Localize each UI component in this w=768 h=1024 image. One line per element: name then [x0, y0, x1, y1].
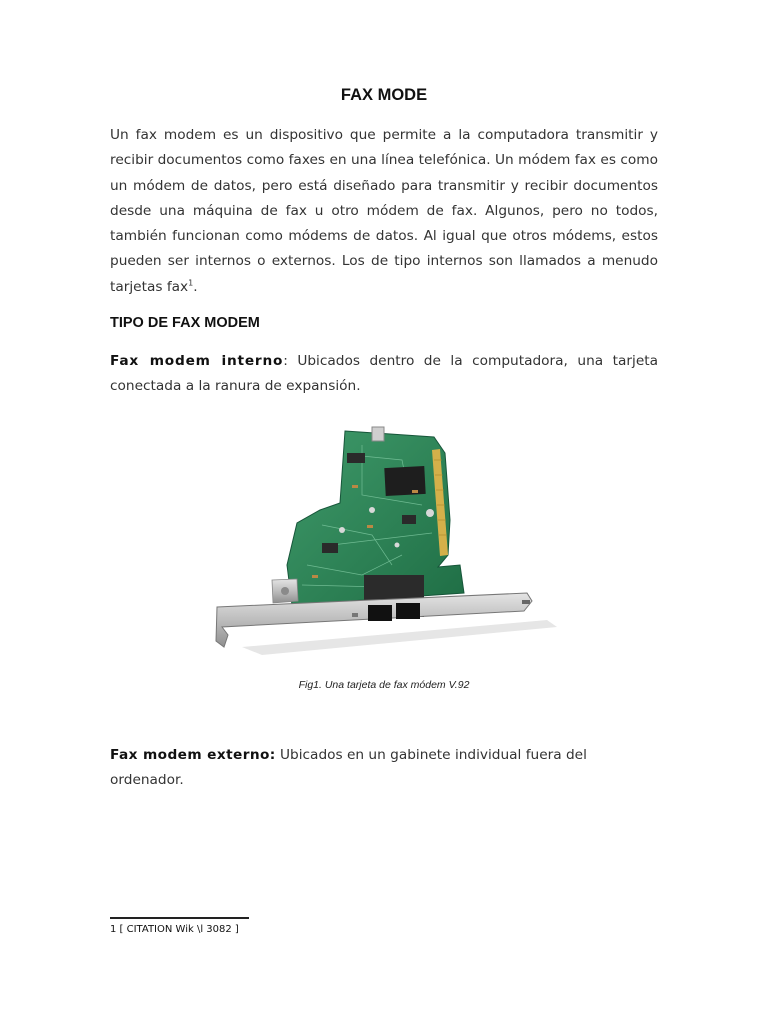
- intro-end: .: [193, 278, 198, 295]
- footnote: 1 [ CITATION Wik \l 3082 ]: [110, 924, 239, 935]
- intro-text: Un fax modem es un dispositivo que permite a la computadora transmitir y recibir documentos como faxes en una línea telefónica. Un módem fax es como un módem de datos, pero está diseñado para transmitir y recibir documentos desde una máquina de fax u otro módem de fax. Algunos, pero no todos, también funcionan como módems de datos. Al igual que otros módems, estos pueden ser internos o externos. Los de tipo internos son llamados a menudo tarjetas fax: [110, 127, 658, 295]
- internal-modem-separator: :: [283, 353, 288, 369]
- internal-modem-term: Fax modem interno: [110, 353, 284, 369]
- pci-card-illustration: [202, 415, 566, 660]
- intro-paragraph: [110, 123, 658, 300]
- section-heading: TIPO DE FAX MODEM: [110, 315, 260, 331]
- footnote-reference[interactable]: 1: [188, 278, 194, 288]
- internal-modem-paragraph: [110, 349, 658, 400]
- footnote-separator: [110, 917, 249, 919]
- fax-modem-card-image: [202, 415, 566, 660]
- external-modem-text: Ubicados en un gabinete individual fuera del ordenador.: [110, 747, 587, 789]
- internal-modem-text: Ubicados dentro de la computadora, una tarjeta conectada a la ranura de expansión.: [110, 353, 658, 395]
- page-title: FAX MODE: [340, 86, 428, 104]
- external-modem-term: Fax modem externo:: [110, 747, 276, 763]
- figure-caption: Fig1. Una tarjeta de fax módem V.92: [298, 679, 470, 691]
- external-modem-paragraph: [110, 743, 658, 794]
